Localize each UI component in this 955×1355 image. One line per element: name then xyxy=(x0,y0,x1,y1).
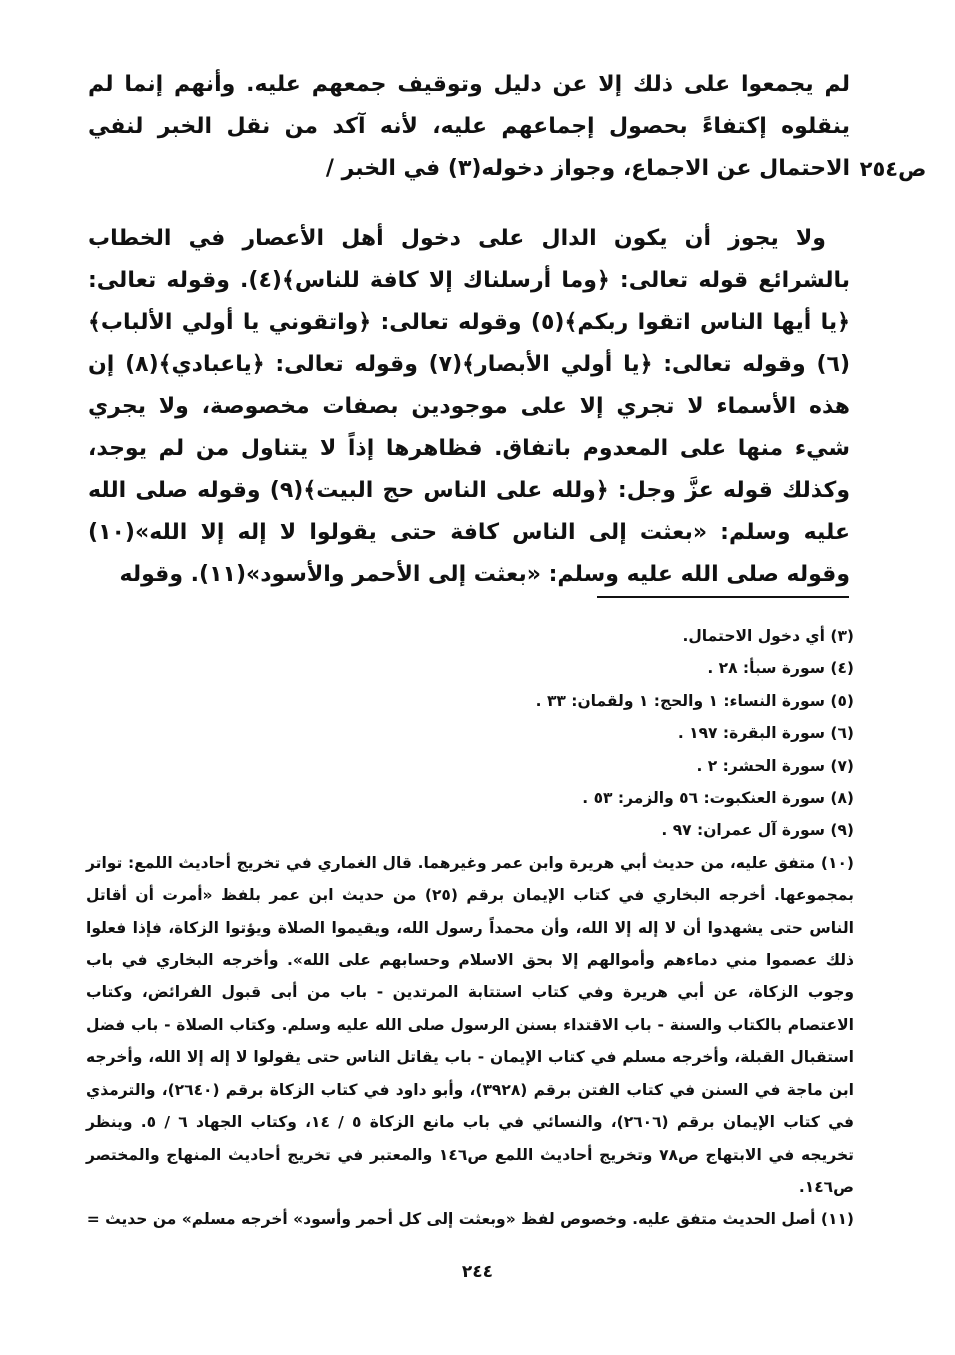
footnote-3: (٣) أي دخول الاحتمال. xyxy=(682,627,854,645)
footnote-5: (٥) سورة النساء: ١ والحج: ١ ولقمان: ٣٣ . xyxy=(535,691,854,710)
body-paragraph-1: لم يجمعوا على ذلك إلا عن دليل وتوقيف جمعهم عليه. وأنهم إنما لم ينقلوه إكتفاءً بحصول إجماعهم عليه، لأنه آكد من نقل الخبر لنفي الاحتمال عن الاجماع، وجواز دخوله(٣) في الخبر / xyxy=(88,72,850,181)
footnote-4: (٤) سورة سبأ: ٢٨ . xyxy=(707,659,854,678)
footnote-9: (٩) سورة آل عمران: ٩٧ . xyxy=(661,821,854,840)
footnote-6: (٦) سورة البقرة: ١٩٧ . xyxy=(677,724,854,743)
footnote-separator xyxy=(597,596,849,598)
footnote-7: (٧) سورة الحشر: ٢ . xyxy=(696,756,854,775)
footnote-8: (٨) سورة العنكبوت: ٥٦ والزمر: ٥٣ . xyxy=(582,789,854,808)
page-number: ٢٤٤ xyxy=(461,1262,494,1282)
footnote-11: (١١) أصل الحديث متفق عليه. وخصوص لفظ «وبعثت إلى كل أحمر وأسود» أخرجه مسلم» من حديث = xyxy=(86,1210,854,1229)
footnote-10: (١٠) متفق عليه، من حديث أبي هريرة وابن عمر وغيرهما. قال الغماري في تخريج أحاديث اللمع: تواتر بمجموعها. أخرجه البخاري في كتاب الإيمان برقم (٢٥) من حديث ابن عمر بلفظ «أمرت أن أقاتل الناس حتى يشهدوا أن لا إله إلا الله، وأن محمداً رسول الله، ويقيموا الصلاة ويؤتوا الزكاة، فإذا فعلوا ذلك عصموا مني دماءهم وأموالهم إلا بحق الاسلام وحسابهم على الله». وأخرجه البخاري في باب وجوب الزكاة، عن أبي هريرة وفي كتاب استتابة المرتدين - باب من أبى قبول الفرائض، وكتاب الاعتصام بالكتاب والسنة - باب الاقتداء بسنن الرسول صلى الله عليه وسلم. وكتاب الصلاة - باب فضل استقبال القبلة، وأخرجه مسلم في كتاب الإيمان - باب يقاتل الناس حتى يقولوا لا إله إلا الله، وأخرجه ابن ماجة في السنن في كتاب الفتن برقم (٣٩٢٨)، وأبو داود في كتاب الزكاة برقم (٢٦٤٠)، والترمذي في كتاب الإيمان برقم (٢٦٠٦)، والنسائي في باب مانع الزكاة ٥ / ١٤، وكتاب الجهاد ٦ / ٥. وينظر تخريجه في الابتهاج ص٧٨ وتخريج أحاديث اللمع ص١٤٦ والمعتبر في تخريج أحاديث المنهاج والمختصر ص١٤٦. xyxy=(86,853,855,1196)
footnotes-section xyxy=(86,620,854,1236)
margin-page-reference: ص٢٥٤ xyxy=(859,157,927,181)
body-paragraph-2: ولا يجوز أن يكون الدال على دخول أهل الأعصار في الخطاب بالشرائع قوله تعالى: ﴿وما أرسلناك إلا كافة للناس﴾(٤). وقوله تعالى: ﴿يا أيها الناس اتقوا ربكم﴾(٥) وقوله تعالى: ﴿واتقوني يا أولي الألباب﴾(٦) وقوله تعالى: ﴿يا أولي الأبصار﴾(٧) وقوله تعالى: ﴿ياعبادي﴾(٨) إن هذه الأسماء لا تجري إلا على موجودين بصفات مخصوصة، ولا يجري شيء منها على المعدوم باتفاق. فظاهرها إذاً لا يتناول من لم يوجد، وكذلك قوله عزَّ وجل: ﴿ولله على الناس حج البيت﴾(٩) وقوله صلى الله عليه وسلم: «بعثت إلى الناس كافة حتى يقولوا لا إله إلا الله»(١٠) وقوله صلى الله عليه وسلم: «بعثت إلى الأحمر والأسود»(١١). وقوله xyxy=(88,226,851,587)
